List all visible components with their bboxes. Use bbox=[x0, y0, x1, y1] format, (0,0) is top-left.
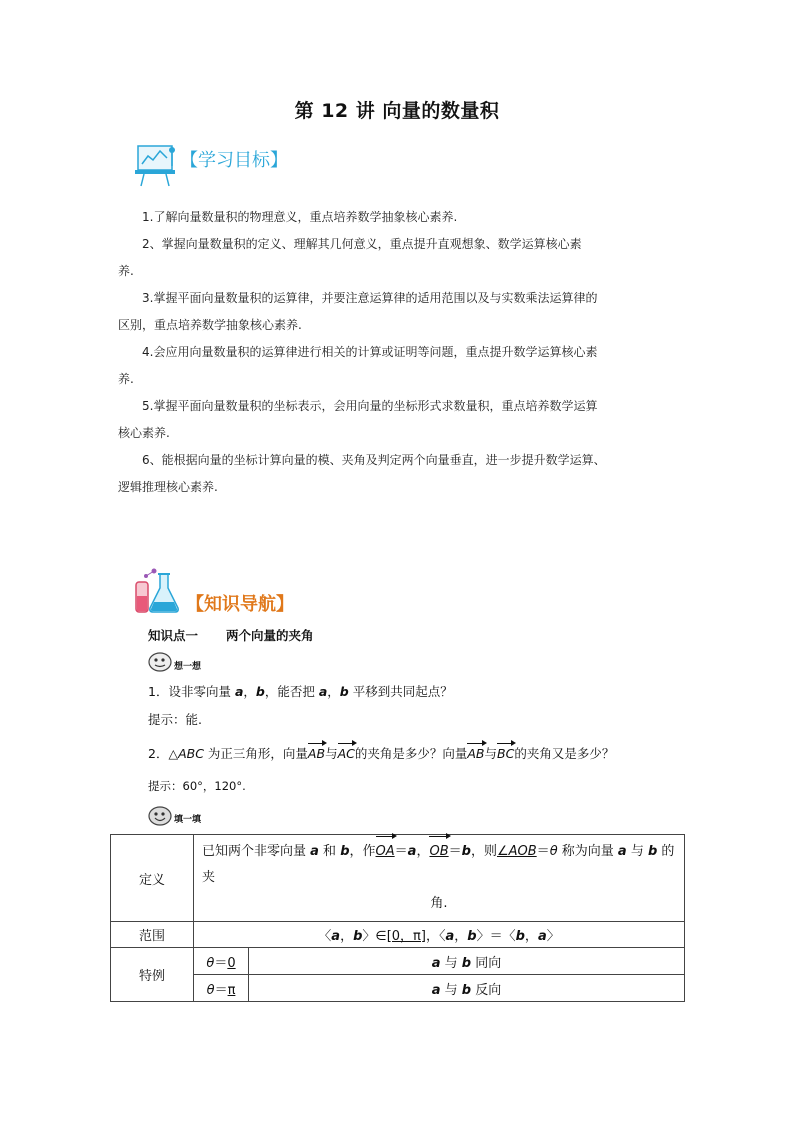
vector-ab: AB bbox=[467, 746, 485, 761]
objective-4: 4.会应用向量数量积的运算律进行相关的计算或证明等问题，重点提升数学运算核心素 bbox=[142, 345, 598, 359]
def-text: ＝ bbox=[448, 844, 462, 859]
def-var-b: b bbox=[461, 844, 471, 859]
range-var-a: a bbox=[445, 929, 455, 944]
cond-eq: ＝ bbox=[214, 982, 228, 998]
angle-aob: ∠AOB bbox=[496, 844, 537, 859]
special-desc-cell bbox=[249, 975, 685, 1002]
var-b: b bbox=[461, 955, 472, 971]
q1-var-a: a bbox=[318, 684, 328, 699]
q1-sep: ， bbox=[327, 684, 340, 699]
def-var-a: a bbox=[407, 844, 417, 859]
var-a: a bbox=[431, 982, 441, 998]
answer-1: 提示：能. bbox=[148, 712, 202, 727]
definition-text-cell bbox=[194, 835, 685, 922]
think-label: 想一想 bbox=[174, 662, 202, 672]
think-face-icon bbox=[148, 652, 172, 676]
special-cond-cell bbox=[194, 948, 249, 975]
cond-value: π bbox=[227, 982, 236, 998]
range-text: 〈 bbox=[318, 929, 332, 944]
def-text: ， bbox=[416, 844, 430, 859]
definition-table bbox=[110, 834, 685, 1002]
definition-line-2 bbox=[202, 891, 676, 917]
range-var-b: b bbox=[353, 929, 363, 944]
q1-var-a: a bbox=[234, 684, 244, 699]
def-text: 已知两个非零向量 bbox=[202, 844, 311, 859]
vector-ac: AC bbox=[337, 746, 355, 761]
range-label-cell bbox=[111, 922, 194, 948]
def-text: 与 bbox=[626, 844, 648, 859]
fill-face-icon bbox=[148, 806, 172, 830]
question-2 bbox=[148, 744, 614, 762]
q1-var-b: b bbox=[255, 684, 265, 699]
def-text: ，作 bbox=[349, 844, 376, 859]
special-cond-cell bbox=[194, 975, 249, 1002]
objective-3-cont: 区别，重点培养数学抽象核心素养. bbox=[118, 318, 302, 332]
objective-4-cont: 养. bbox=[118, 372, 134, 386]
q1-var-b: b bbox=[339, 684, 349, 699]
range-interval: [0，π] bbox=[386, 929, 426, 944]
flask-icon bbox=[134, 566, 182, 618]
table-row bbox=[111, 835, 685, 922]
range-text: ， bbox=[340, 929, 354, 944]
range-text: 〉＝〈 bbox=[476, 929, 516, 944]
vector-ob: OB bbox=[429, 839, 448, 865]
theta: θ bbox=[549, 844, 558, 859]
special-label: 特例 bbox=[138, 969, 165, 984]
objective-1: 1.了解向量数量积的物理意义，重点培养数学抽象核心素养. bbox=[142, 210, 458, 224]
range-text: ， bbox=[454, 929, 468, 944]
special-desc-cell bbox=[249, 948, 685, 975]
def-var-b: b bbox=[340, 844, 350, 859]
range-text: 〉 bbox=[546, 929, 560, 944]
def-text: ＝ bbox=[394, 844, 408, 859]
def-text: ＝ bbox=[536, 844, 550, 859]
def-var-a: a bbox=[617, 844, 627, 859]
desc-text: 与 bbox=[440, 955, 462, 971]
definition-line-1 bbox=[202, 839, 676, 891]
range-var-b: b bbox=[515, 929, 525, 944]
q2-text: 2．△ bbox=[148, 746, 179, 761]
definition-label-cell bbox=[111, 835, 194, 922]
def-var-a: a bbox=[310, 844, 319, 859]
answer-2: 提示：60°，120°. bbox=[148, 779, 246, 793]
def-text: 的夹 bbox=[202, 844, 675, 885]
table-row bbox=[111, 922, 685, 948]
theta: θ bbox=[206, 955, 215, 971]
question-1 bbox=[148, 682, 453, 700]
q2-text: 的夹角又是多少？ bbox=[514, 746, 615, 761]
triangle-name: ABC bbox=[178, 746, 204, 761]
vector-bc: BC bbox=[497, 746, 515, 761]
definition-label: 定义 bbox=[138, 872, 165, 888]
def-text: 称为向量 bbox=[557, 844, 618, 859]
range-var-a: a bbox=[537, 929, 547, 944]
q1-text: 平移到共同起点？ bbox=[348, 684, 453, 699]
range-text: 〉∈ bbox=[362, 929, 387, 944]
range-text: ，〈 bbox=[425, 929, 446, 944]
objective-5-cont: 核心素养. bbox=[118, 426, 170, 440]
knowledge-section-title: 【知识导航】 bbox=[186, 594, 294, 615]
var-b: b bbox=[461, 982, 472, 998]
vector-ab: AB bbox=[307, 746, 326, 761]
range-text-cell bbox=[194, 922, 685, 948]
var-a: a bbox=[431, 955, 441, 971]
cond-value: 0 bbox=[227, 955, 236, 971]
q2-text: 的夹角是多少？向量 bbox=[354, 746, 468, 761]
objective-3: 3.掌握平面向量数量积的运算律，并要注意运算律的适用范围以及与实数乘法运算律的 bbox=[142, 291, 598, 305]
knowledge-point-name: 两个向量的夹角 bbox=[226, 628, 314, 643]
def-text: 和 bbox=[318, 844, 341, 859]
objective-2-cont: 养. bbox=[118, 264, 134, 278]
objectives-section-title: 【学习目标】 bbox=[180, 150, 288, 171]
q2-text: 与 bbox=[325, 746, 338, 761]
desc-text: 反向 bbox=[471, 982, 502, 998]
vector-oa: OA bbox=[376, 839, 395, 865]
desc-text: 与 bbox=[440, 982, 462, 998]
desc-text: 同向 bbox=[471, 955, 502, 971]
theta: θ bbox=[206, 982, 215, 998]
q1-sep: ， bbox=[243, 684, 256, 699]
q1-text: ，能否把 bbox=[264, 684, 319, 699]
objective-5: 5.掌握平面向量数量积的坐标表示，会用向量的坐标形式求数量积，重点培养数学运算 bbox=[142, 399, 598, 413]
fill-label: 填一填 bbox=[174, 815, 202, 825]
special-label-cell bbox=[111, 948, 194, 1002]
q1-text: 1．设非零向量 bbox=[148, 684, 235, 699]
objective-6: 6、能根据向量的坐标计算向量的模、夹角及判定两个向量垂直，进一步提升数学运算、 bbox=[142, 453, 606, 467]
objectives-list bbox=[118, 204, 678, 501]
objective-6-cont: 逻辑推理核心素养. bbox=[118, 480, 218, 494]
objective-2: 2、掌握向量数量积的定义、理解其几何意义，重点提升直观想象、数学运算核心素 bbox=[142, 237, 582, 251]
def-text: 角. bbox=[430, 896, 448, 911]
knowledge-point-label: 知识点一 bbox=[148, 628, 199, 643]
cond-eq: ＝ bbox=[214, 955, 228, 971]
range-var-a: a bbox=[331, 929, 341, 944]
q2-text: 与 bbox=[484, 746, 498, 761]
page-title: 第 12 讲 向量的数量积 bbox=[294, 100, 500, 122]
def-var-b: b bbox=[647, 844, 658, 859]
whiteboard-icon bbox=[134, 140, 178, 192]
range-text: ， bbox=[524, 929, 538, 944]
q2-text: 为正三角形，向量 bbox=[203, 746, 308, 761]
range-var-b: b bbox=[467, 929, 477, 944]
def-text: ，则 bbox=[470, 844, 497, 859]
range-label: 范围 bbox=[138, 929, 165, 944]
table-row bbox=[111, 948, 685, 975]
table-row bbox=[111, 975, 685, 1002]
